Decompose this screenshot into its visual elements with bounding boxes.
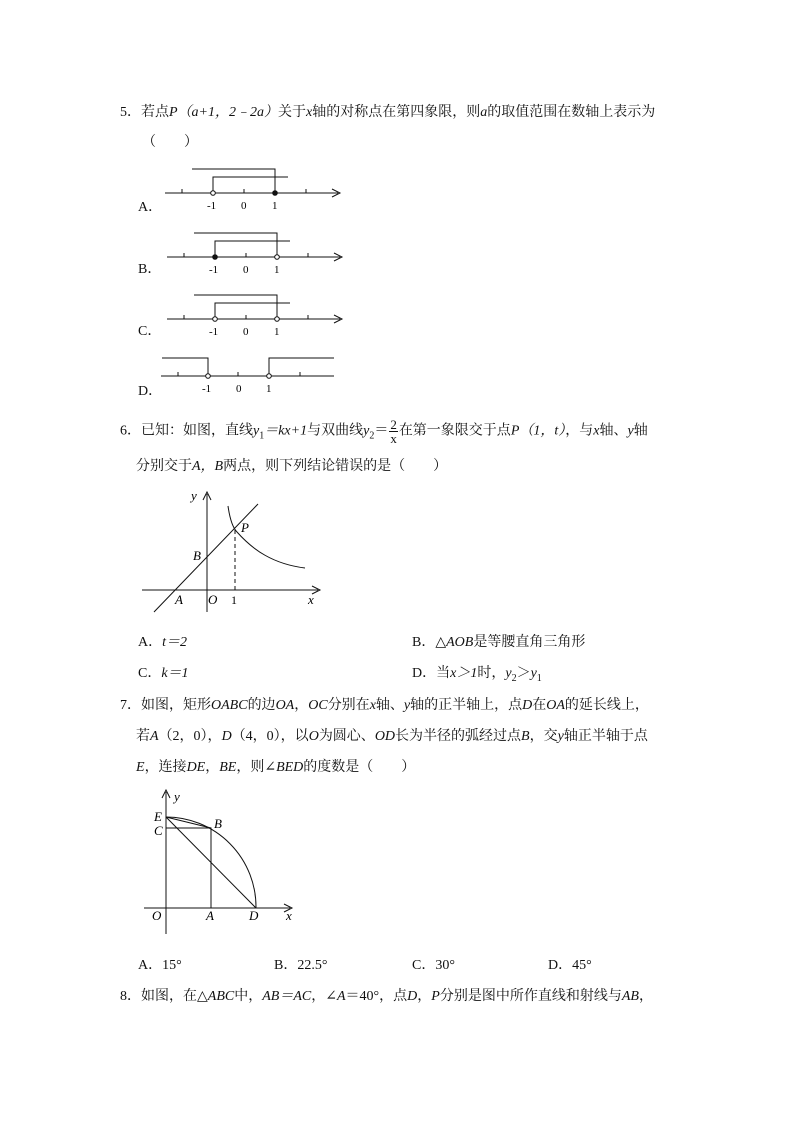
tick-label: 1 bbox=[274, 326, 280, 338]
q5-answer-paren: （ ） bbox=[142, 135, 198, 150]
q7-choice-c: C．30° bbox=[412, 958, 455, 973]
x-axis-label: x bbox=[286, 908, 292, 923]
point-e-label: E bbox=[154, 809, 162, 824]
tick-one-label: 1 bbox=[231, 593, 237, 607]
q6-choice-d: D．当x＞1时，$y_2>y_1$ bbox=[412, 666, 542, 684]
q6-choice-c: C．k＝1 bbox=[138, 666, 189, 681]
q5-option-d-label: D． bbox=[138, 384, 163, 399]
q7-choice-b: B．22.5° bbox=[274, 958, 328, 973]
tick-label: -1 bbox=[207, 200, 217, 212]
tick-label: 0 bbox=[241, 200, 247, 212]
tick-label: 1 bbox=[272, 200, 278, 212]
q5-option-d-number-line bbox=[156, 350, 356, 400]
q8-number: 8． bbox=[120, 989, 141, 1004]
q6-figure bbox=[138, 486, 338, 626]
point-a-label: A bbox=[206, 908, 214, 923]
q7-line1: 7．如图，矩形OABC的边OA，OC分别在x轴、y轴的正半轴上，点D在OA的延长线上， bbox=[120, 698, 649, 713]
tick-label: -1 bbox=[202, 383, 212, 395]
tick-label: 1 bbox=[266, 383, 272, 395]
q6-line2: 分别交于A，B两点，则下列结论错误的是（ ） bbox=[136, 459, 448, 474]
q7-choice-a: A．15° bbox=[138, 958, 182, 973]
point-b-label: B bbox=[214, 816, 222, 831]
tick-label: 0 bbox=[236, 383, 242, 395]
y-axis-label: y bbox=[174, 789, 180, 804]
q5-option-c-label: C． bbox=[138, 324, 162, 339]
q5-option-a-number-line bbox=[160, 165, 360, 215]
q5-option-b-number-line bbox=[162, 229, 362, 279]
q6-line1: 6．已知：如图，直线$y_1=kx+1$与双曲线$y_2=$ $\frac{2}{x}$ 在第一象限交于点P（1，t），与x轴、y轴 bbox=[120, 417, 648, 446]
q5-line1: 5．若点P（a+1，2﹣2a）关于x轴的对称点在第四象限，则a的取值范围在数轴上表示为 bbox=[120, 105, 656, 120]
q6-fraction: $\frac{2}{x}$ bbox=[390, 417, 397, 446]
tick-label: 0 bbox=[243, 326, 249, 338]
q8-line1: 8．如图，在△ABC中，AB＝AC，∠A＝40°，点D，P分别是图中所作直线和射线与AB， bbox=[120, 989, 653, 1004]
x-axis-label: x bbox=[308, 592, 314, 607]
tick-label: 1 bbox=[274, 264, 280, 276]
q5-option-b-label: B． bbox=[138, 262, 162, 277]
point-a-label: A bbox=[175, 592, 183, 607]
y-axis-label: y bbox=[191, 488, 197, 503]
point-b-label: B bbox=[193, 548, 201, 563]
q7-figure bbox=[140, 786, 320, 936]
origin-label: O bbox=[152, 908, 162, 923]
point-d-label: D bbox=[249, 908, 259, 923]
q6-number: 6． bbox=[120, 423, 141, 439]
q6-choice-b: B．△AOB是等腰直角三角形 bbox=[412, 635, 586, 650]
q7-choice-d: D．45° bbox=[548, 958, 592, 973]
q7-number: 7． bbox=[120, 698, 141, 713]
q7-line3: E，连接DE，BE，则∠BED的度数是（ ） bbox=[136, 760, 416, 775]
q6-choice-a: A．t＝2 bbox=[138, 635, 188, 650]
point-c-label: C bbox=[154, 823, 163, 838]
q5-option-c-number-line bbox=[162, 291, 362, 341]
q5-option-a-label: A． bbox=[138, 200, 163, 215]
q5-number: 5． bbox=[120, 105, 141, 120]
q7-line2: 若A（2，0），D（4，0），以O为圆心、OD长为半径的弧经过点B，交y轴正半轴于点 bbox=[136, 729, 648, 744]
q5-point-expr: P（a+1，2﹣2a） bbox=[169, 105, 278, 120]
origin-label: O bbox=[208, 592, 218, 607]
point-p-label: P bbox=[241, 520, 249, 535]
tick-label: -1 bbox=[209, 264, 219, 276]
tick-label: -1 bbox=[209, 326, 219, 338]
tick-label: 0 bbox=[243, 264, 249, 276]
